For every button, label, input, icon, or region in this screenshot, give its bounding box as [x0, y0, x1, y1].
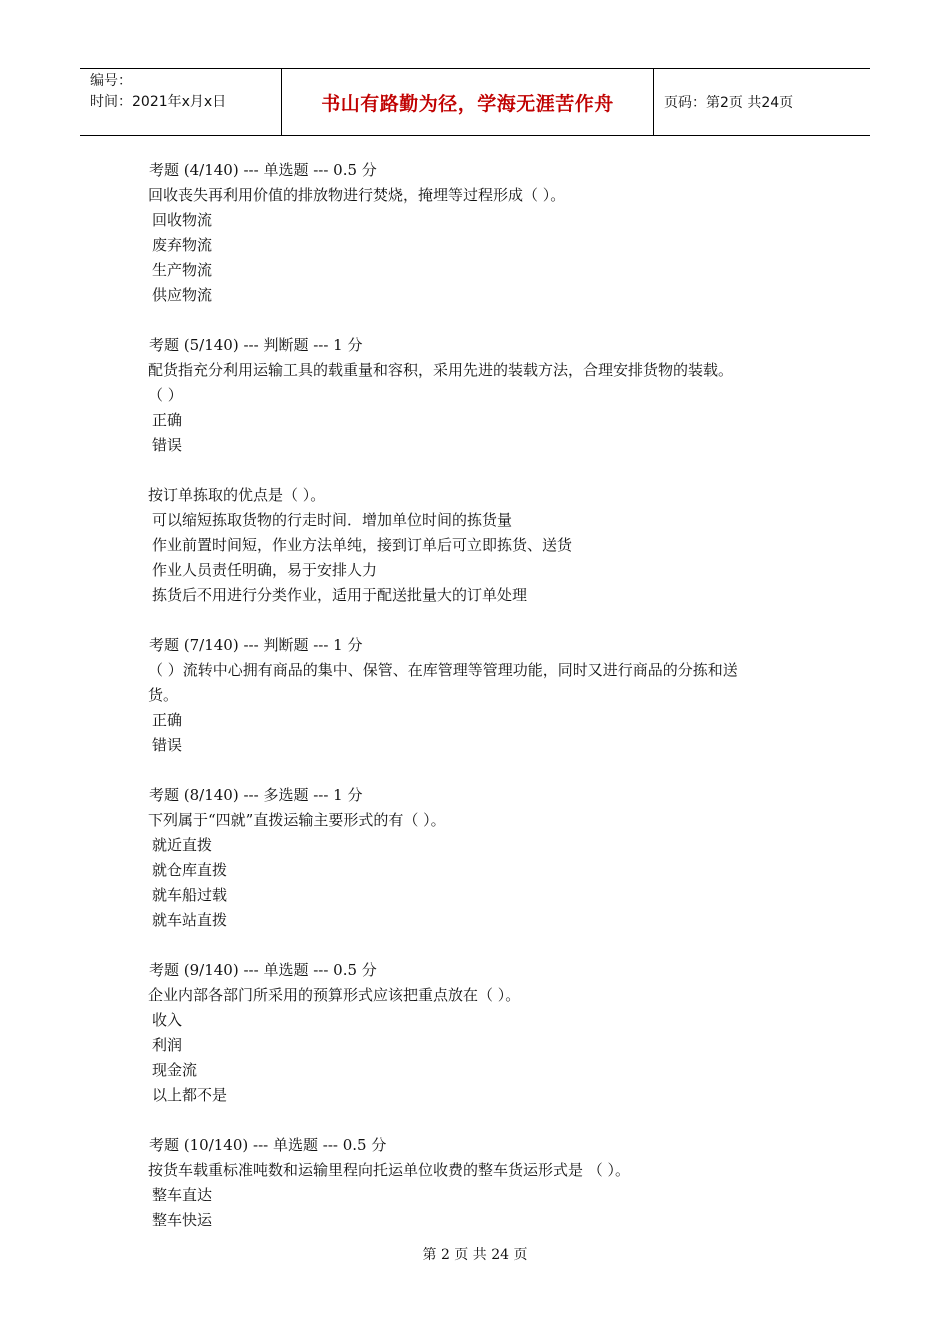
answer-option: 就车船过载	[152, 886, 228, 904]
spacer	[144, 308, 824, 333]
answer-option: 错误	[152, 436, 183, 454]
question-stem: 下列属于“四就”直拨运输主要形式的有（ ）。	[148, 811, 446, 829]
question-header: 考题 (4/140) --- 单选题 --- 0.5 分	[149, 161, 377, 179]
question-stem: 企业内部各部门所采用的预算形式应该把重点放在（ ）。	[148, 986, 521, 1004]
answer-option: 作业前置时间短，作业方法单纯，接到订单后可立即拣货、送货	[152, 536, 573, 554]
spacer	[144, 1108, 824, 1133]
header-meta	[80, 69, 282, 135]
answer-option: 正确	[152, 411, 183, 429]
answer-option: 供应物流	[152, 286, 213, 304]
header-page-info: 页码：第2页 共24页	[664, 95, 794, 111]
answer-option: 正确	[152, 711, 183, 729]
page-header	[80, 68, 870, 136]
question-stem: （ ）	[148, 386, 183, 404]
question-stem: 回收丧失再利用价值的排放物进行焚烧，掩埋等过程形成（ ）。	[148, 186, 566, 204]
question-header: 考题 (10/140) --- 单选题 --- 0.5 分	[149, 1136, 387, 1154]
question-header: 考题 (5/140) --- 判断题 --- 1 分	[149, 336, 363, 354]
answer-option: 拣货后不用进行分类作业，适用于配送批量大的订单处理	[152, 586, 528, 604]
answer-option: 以上都不是	[152, 1086, 228, 1104]
spacer	[144, 458, 824, 483]
spacer	[144, 608, 824, 633]
answer-option: 就仓库直拨	[152, 861, 228, 879]
answer-option: 整车快运	[152, 1211, 213, 1229]
answer-option: 利润	[152, 1036, 183, 1054]
answer-option: 可以缩短拣取货物的行走时间．增加单位时间的拣货量	[152, 511, 513, 529]
question-stem: （ ）流转中心拥有商品的集中、保管、在库管理等管理功能，同时又进行商品的分拣和送	[148, 661, 738, 679]
question-stem: 按订单拣取的优点是（ ）。	[148, 486, 326, 504]
serial-label: 编号：	[90, 73, 132, 89]
question-stem: 配货指充分利用运输工具的载重量和容积，采用先进的装载方法，合理安排货物的装载。	[148, 361, 734, 379]
date-label: 时间：2021年x月x日	[90, 94, 227, 110]
answer-option: 就近直拨	[152, 836, 213, 854]
spacer	[144, 933, 824, 958]
answer-option: 废弃物流	[152, 236, 213, 254]
question-header: 考题 (8/140) --- 多选题 --- 1 分	[149, 786, 363, 804]
answer-option: 生产物流	[152, 261, 213, 279]
question-header: 考题 (7/140) --- 判断题 --- 1 分	[149, 636, 363, 654]
question-stem: 货。	[148, 686, 179, 704]
answer-option: 错误	[152, 736, 183, 754]
page-footer: 第 2 页 共 24 页	[422, 1247, 528, 1263]
header-motto: 书山有路勤为径，学海无涯苦作舟	[282, 69, 654, 135]
question-header: 考题 (9/140) --- 单选题 --- 0.5 分	[149, 961, 377, 979]
answer-option: 回收物流	[152, 211, 213, 229]
question-stem: 按货车载重标准吨数和运输里程向托运单位收费的整车货运形式是 （ ）。	[148, 1161, 631, 1179]
question-list	[144, 158, 824, 1233]
answer-option: 整车直达	[152, 1186, 213, 1204]
answer-option: 作业人员责任明确，易于安排人力	[152, 561, 378, 579]
answer-option: 就车站直拨	[152, 911, 228, 929]
spacer	[144, 758, 824, 783]
answer-option: 收入	[152, 1011, 183, 1029]
answer-option: 现金流	[152, 1061, 198, 1079]
